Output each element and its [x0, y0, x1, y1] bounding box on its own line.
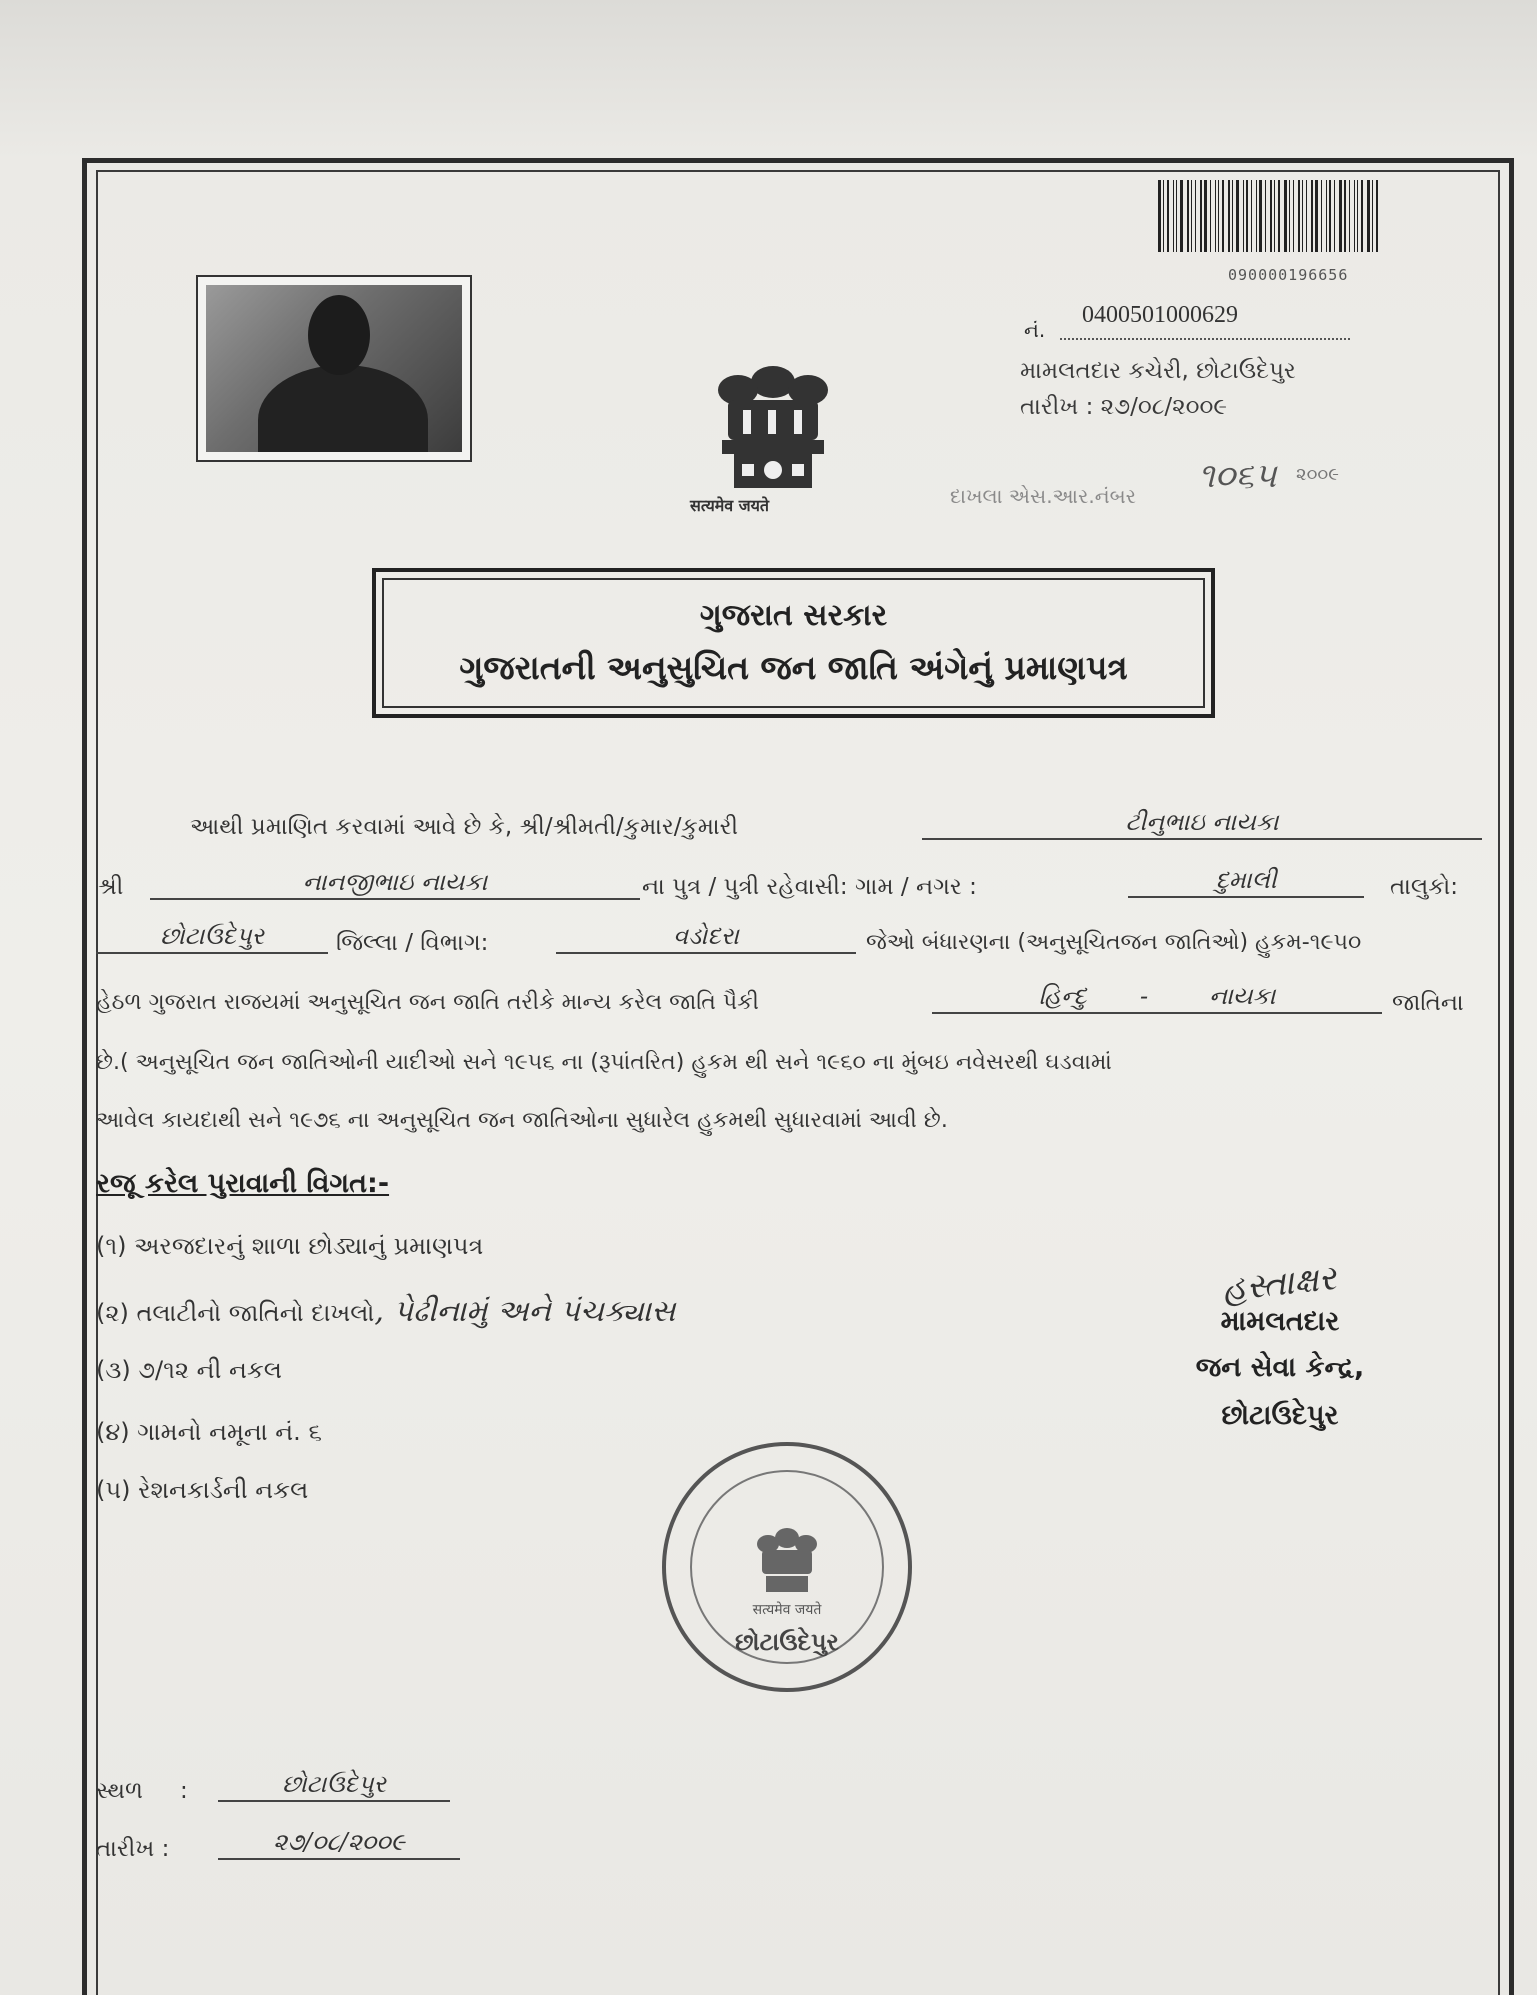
shri-label: શ્રી	[98, 874, 124, 900]
seal-place: છોટાઉદેપુર	[735, 1628, 839, 1656]
applicant-name: ટીનુભાઇ નાયકા	[922, 808, 1482, 840]
barcode-stripe	[1200, 180, 1202, 252]
barcode-stripe	[1158, 180, 1161, 252]
barcode-stripe	[1187, 180, 1189, 252]
signature: હસ્તાક્ષર	[1220, 1258, 1338, 1310]
taluka-label: તાલુકો:	[1390, 874, 1459, 900]
body-line-5: છે.( અનુસૂચિત જન જાતિઓની યાદીઓ સને ૧૯૫૬ ના (રૂપાંતરિત) હુકમ થી સને ૧૯૬૦ ના મુંબઇ નવેસરથી ઘડવામાં	[96, 1050, 1112, 1075]
body-line-6: આવેલ કાયદાથી સને ૧૯૭૬ ના અનુસૂચિત જન જાતિઓના સુધારેલ હુકમથી સુધારવામાં આવી છે.	[96, 1108, 948, 1133]
barcode-stripe	[1236, 180, 1239, 252]
barcode-stripe	[1376, 180, 1378, 252]
reference-dotted-line	[1060, 338, 1350, 340]
evidence-item: (૫) રેશનકાર્ડની નકલ	[96, 1476, 309, 1504]
barcode-stripe	[1167, 180, 1169, 252]
barcode-stripe	[1354, 180, 1355, 252]
photo-image	[206, 285, 462, 452]
barcode-stripe	[1274, 180, 1275, 252]
barcode-stripe	[1334, 180, 1335, 252]
barcode-stripe	[1232, 180, 1233, 252]
barcode-stripe	[1176, 180, 1177, 252]
evidence-item-handwritten: , પેઢીનામું અને પંચક્યાસ	[374, 1294, 676, 1329]
barcode-stripe	[1289, 180, 1290, 252]
barcode-stripe	[1204, 180, 1207, 252]
place-label: સ્થળ	[96, 1778, 143, 1804]
barcode-stripe	[1163, 180, 1164, 252]
barcode-stripe	[1278, 180, 1280, 252]
barcode-stripe	[1311, 180, 1313, 252]
caste-suffix: જાતિના	[1392, 990, 1464, 1016]
emblem-motto: सत्यमेव जयते	[690, 496, 770, 515]
barcode-stripe	[1218, 180, 1219, 252]
barcode-stripe	[1298, 180, 1300, 252]
dakhla-label: દાખલા એસ.આર.નંબર	[950, 484, 1136, 508]
barcode-stripe	[1367, 180, 1370, 252]
barcode-stripe	[1228, 180, 1230, 252]
taluka-name: છોટાઉદેપુર	[96, 922, 328, 954]
barcode-stripe	[1195, 180, 1196, 252]
evidence-item: (૩) ૭/૧૨ ની નકલ	[96, 1356, 282, 1384]
evidence-item	[96, 1294, 675, 1329]
issue-date-value: ૨૭/૦૮/૨૦૦૯	[1100, 394, 1227, 420]
signatory-office: જન સેવા કેન્દ્ર,	[1195, 1352, 1365, 1383]
barcode-stripe	[1210, 180, 1211, 252]
barcode-stripe	[1265, 180, 1266, 252]
place-colon: :	[180, 1778, 188, 1804]
barcode-stripe	[1315, 180, 1318, 252]
evidence-item: (૧) અરજદારનું શાળા છોડ્યાનું પ્રમાણપત્ર	[96, 1232, 484, 1260]
barcode-stripe	[1339, 180, 1342, 252]
evidence-heading: રજૂ કરેલ પુરાવાની વિગત:-	[96, 1168, 390, 1199]
barcode-number: 090000196656	[1228, 266, 1349, 284]
issue-date-label: તારીખ :	[1020, 394, 1094, 420]
place-value: છોટાઉદેપુર	[218, 1770, 450, 1802]
evidence-item: (૪) ગામનો નમૂના નં. ૬	[96, 1418, 322, 1446]
barcode	[1158, 180, 1448, 252]
applicant-photo	[196, 275, 472, 462]
evidence-item-text: (૨) તલાટીનો જાતિનો દાખલો	[96, 1299, 375, 1327]
issuing-office: મામલતદાર કચેરી, છોટાઉદેપુર	[1020, 358, 1296, 384]
barcode-stripe	[1329, 180, 1331, 252]
barcode-stripe	[1222, 180, 1224, 252]
signatory-place: છોટાઉદેપુર	[1221, 1400, 1339, 1431]
village-name: દુમાલી	[1128, 866, 1364, 898]
reference-number: 0400501000629	[1082, 302, 1238, 328]
dakhla-year: ૨૦૦૯	[1296, 464, 1339, 485]
footer-date-label: તારીખ :	[96, 1836, 170, 1862]
caste-name: હિન્દુ - નાયકા	[932, 982, 1382, 1014]
body-line-4: હેઠળ ગુજરાત રાજયમાં અનુસૂચિત જન જાતિ તરીકે માન્ય કરેલ જાતિ પૈકી	[96, 990, 759, 1015]
footer-date-value: ૨૭/૦૮/૨૦૦૯	[218, 1828, 460, 1860]
barcode-stripe	[1251, 180, 1252, 252]
certificate-title: ગુજરાતની અનુસુચિત જન જાતિ અંગેનું પ્રમાણપત્ર	[459, 648, 1128, 687]
barcode-stripe	[1243, 180, 1244, 252]
district-name: વડોદરા	[556, 922, 856, 954]
intro-text: આથી પ્રમાણિત કરવામાં આવે છે કે, શ્રી/શ્રીમતી/કુમાર/કુમારી	[190, 814, 739, 840]
national-emblem-icon	[708, 352, 838, 502]
barcode-stripe	[1372, 180, 1373, 252]
barcode-stripe	[1357, 180, 1358, 252]
barcode-stripe	[1191, 180, 1192, 252]
father-name: નાનજીભાઇ નાયકા	[150, 868, 640, 900]
constitution-text: જેઓ બંધારણના (અનુસૂચિતજન જાતિઓ) હુકમ-૧૯૫૦	[866, 930, 1362, 955]
photo-silhouette-head	[308, 295, 370, 375]
barcode-stripe	[1349, 180, 1350, 252]
barcode-stripe	[1180, 180, 1183, 252]
barcode-stripe	[1344, 180, 1346, 252]
barcode-stripe	[1259, 180, 1262, 252]
district-label: જિલ્લા / વિભાગ:	[336, 930, 489, 956]
government-title: ગુજરાત સરકાર	[699, 598, 888, 633]
issue-date	[1020, 394, 1227, 420]
barcode-stripe	[1215, 180, 1216, 252]
seal-emblem-icon	[752, 1520, 822, 1596]
barcode-stripe	[1321, 180, 1322, 252]
barcode-stripe	[1284, 180, 1287, 252]
seal-motto: सत्यमेव जयते	[752, 1602, 822, 1618]
barcode-stripe	[1293, 180, 1294, 252]
barcode-stripe	[1306, 180, 1307, 252]
reference-label: નં.	[1024, 318, 1046, 342]
barcode-stripe	[1270, 180, 1272, 252]
barcode-stripe	[1256, 180, 1257, 252]
barcode-stripe	[1246, 180, 1248, 252]
barcode-stripe	[1302, 180, 1303, 252]
barcode-stripe	[1326, 180, 1327, 252]
barcode-stripe	[1361, 180, 1363, 252]
barcode-stripe	[1173, 180, 1174, 252]
photo-silhouette-body	[258, 365, 428, 452]
son-of-resident-label: ના પુત્ર / પુત્રી રહેવાસી: ગામ / નગર :	[642, 874, 977, 900]
signatory-title: મામલતદાર	[1220, 1306, 1340, 1337]
dakhla-number: ૧૦૬૫	[1198, 456, 1277, 496]
